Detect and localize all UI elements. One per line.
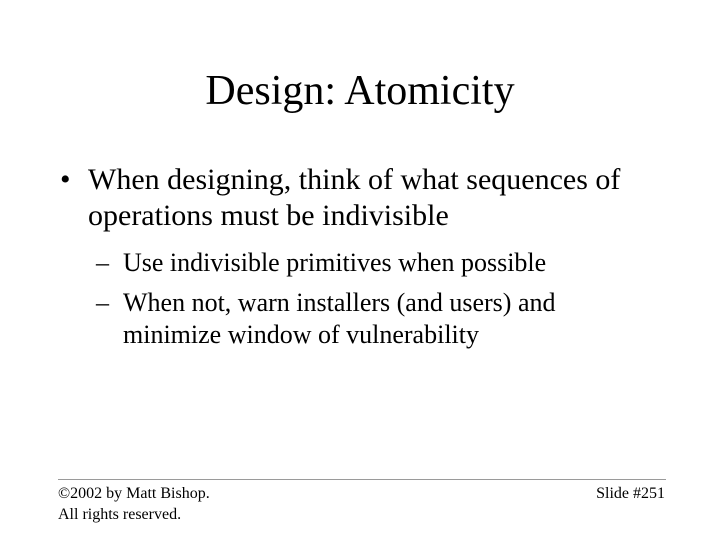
dash-marker: – xyxy=(96,288,109,317)
slide-title: Design: Atomicity xyxy=(205,68,515,114)
dash-marker: – xyxy=(96,248,109,277)
footer-divider xyxy=(58,479,666,480)
sub-bullet-item xyxy=(96,247,682,279)
bullet-text-line: When designing, think of what sequences of xyxy=(88,163,621,196)
copyright-line-2: All rights reserved. xyxy=(58,506,182,523)
slide-body xyxy=(58,162,682,359)
sub-bullet-text xyxy=(123,247,682,279)
bullet-text xyxy=(88,162,682,234)
bullet-marker: • xyxy=(60,163,71,196)
copyright-line-1: ©2002 by Matt Bishop. xyxy=(58,485,210,502)
bullet-text-line: Use indivisible primitives when possible xyxy=(123,248,547,277)
copyright-notice xyxy=(58,483,210,525)
bullet-text-line: operations must be indivisible xyxy=(88,199,449,232)
slide-number: Slide #251 xyxy=(596,485,665,502)
bullet-text-line: minimize window of vulnerability xyxy=(123,320,479,349)
sub-bullet-item xyxy=(96,287,682,351)
bullet-text-line: When not, warn installers (and users) and xyxy=(123,288,556,317)
bullet-item xyxy=(58,162,682,234)
sub-bullet-text xyxy=(123,287,682,351)
